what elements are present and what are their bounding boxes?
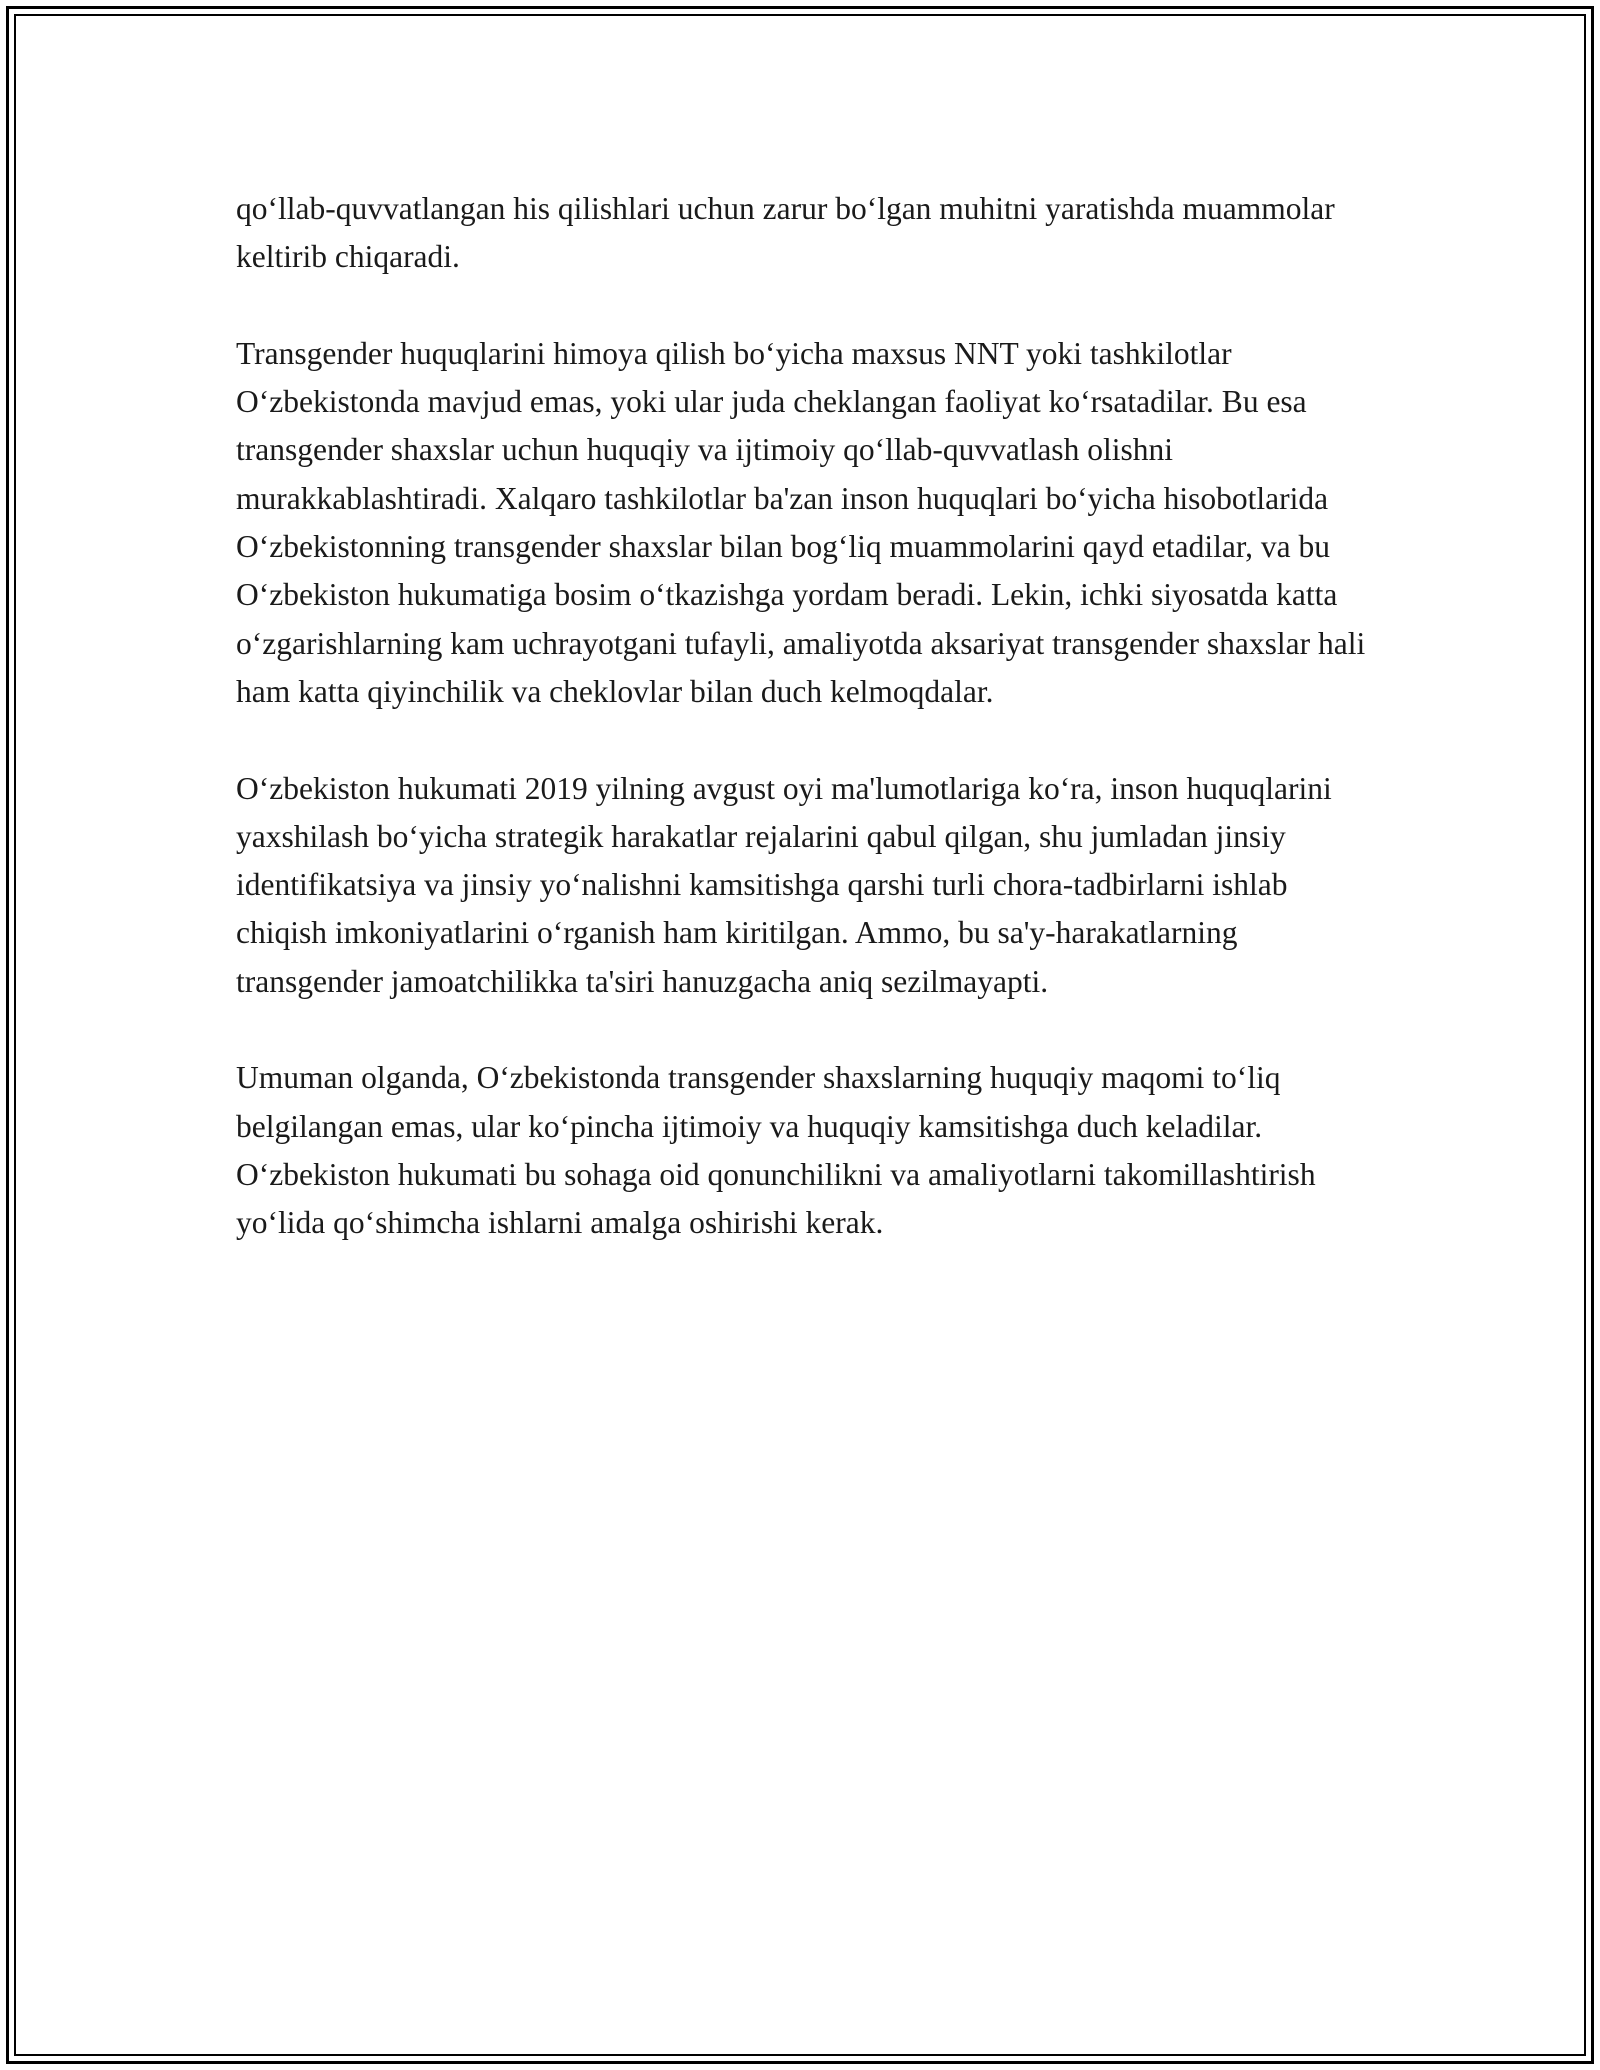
document-body	[236, 185, 1376, 1248]
paragraph-1: qo‘llab-quvvatlangan his qilishlari uchun zarur bo‘lgan muhitni yaratishda muammolar keltirib chiqaradi.	[236, 191, 1335, 275]
paragraph-2: Transgender huquqlarini himoya qilish bo‘yicha maxsus NNT yoki tashkilotlar O‘zbekistonda mavjud emas, yoki ular juda cheklangan faoliyat ko‘rsatadilar. Bu esa transgender shaxslar uchun huquqiy va ijtimoiy qo‘llab-quvvatlash olishni murakkablashtiradi. Xalqaro tashkilotlar ba'zan inson huquqlari bo‘yicha hisobotlarida O‘zbekistonning transgender shaxslar bilan bog‘liq muammolarini qayd etadilar, va bu O‘zbekiston hukumatiga bosim o‘tkazishga yordam beradi. Lekin, ichki siyosatda katta o‘zgarishlarning kam uchrayotgani tufayli, amaliyotda aksariyat transgender shaxslar hali ham katta qiyinchilik va cheklovlar bilan duch kelmoqdalar.	[236, 335, 1366, 709]
paragraph-4: Umuman olganda, O‘zbekistonda transgender shaxslarning huquqiy maqomi to‘liq belgilangan emas, ular ko‘pincha ijtimoiy va huquqiy kamsitishga duch keladilar. O‘zbekiston hukumati bu sohaga oid qonunchilikni va amaliyotlarni takomillashtirish yo‘lida qo‘shimcha ishlarni amalga oshirishi kerak.	[236, 1060, 1316, 1241]
paragraph-3: O‘zbekiston hukumati 2019 yilning avgust oyi ma'lumotlariga ko‘ra, inson huquqlarini yaxshilash bo‘yicha strategik harakatlar rejalarini qabul qilgan, shu jumladan jinsiy identifikatsiya va jinsiy yo‘nalishni kamsitishga qarshi turli chora-tadbirlarni ishlab chiqish imkoniyatlarini o‘rganish ham kiritilgan. Ammo, bu sa'y-harakatlarning transgender jamoatchilikka ta'siri hanuzgacha aniq sezilmayapti.	[236, 770, 1332, 999]
